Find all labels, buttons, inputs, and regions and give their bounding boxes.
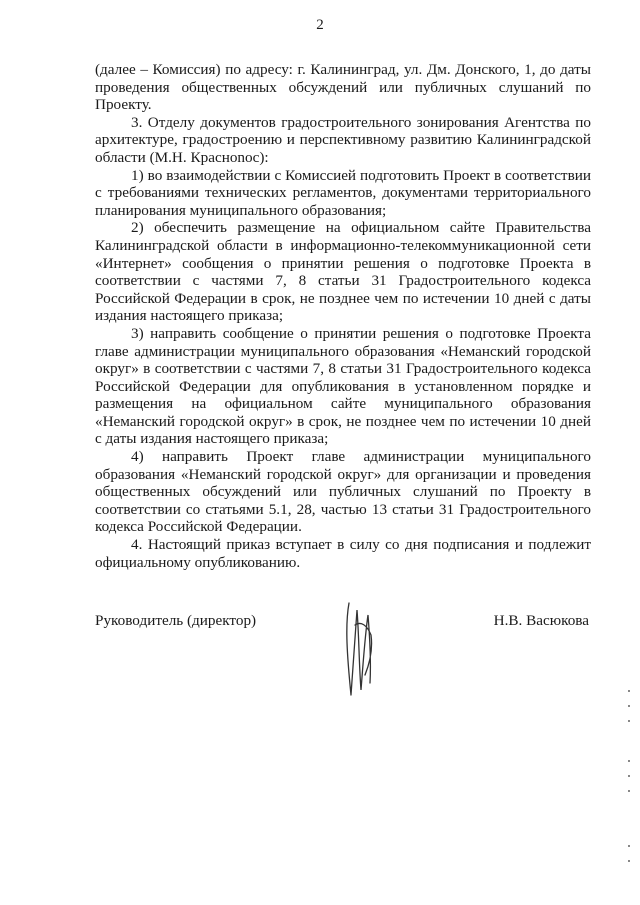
paragraph-subitem-2: 2) обеспечить размещение на официальном сайте Правительства Калининградской области в информационно-телекоммуникационной сети «Интернет» сообщения о принятии решения о подготовке Проекта в соответствии с частями 7, 8 статьи 31 Градостроительного кодекса Российской Федерации в срок, не позднее чем по истечении 10 дней с даты издания настоящего приказа;	[95, 219, 591, 325]
paragraph-subitem-3: 3) направить сообщение о принятии решения о подготовке Проекта главе администрации муниципального образования «Неманский городской округ» в соответствии с частями 7, 8 статьи 31 Градостроительного кодекса Российской Федерации для опубликования в установленном порядке и размещения на официальном сайте муниципального образования «Неманский городской округ» в срок, не позднее чем по истечении 10 дней с даты издания настоящего приказа;	[95, 324, 591, 448]
paragraph-subitem-4: 4) направить Проект главе администрации муниципального образования «Неманский городской округ» для организации и проведения общественных обсуждений или публичных слушаний по Проекту в соответствии со статьями 5.1, 28, частью 13 статьи 31 Градостроительного кодекса Российской Федерации.	[95, 448, 591, 536]
scan-artifact	[628, 690, 630, 692]
scan-artifact	[628, 760, 630, 762]
scan-artifact	[628, 775, 630, 777]
document-body	[95, 61, 591, 571]
scan-artifact	[628, 860, 630, 862]
signatory-name: Н.В. Васюкова	[493, 612, 589, 629]
scan-artifact	[628, 790, 630, 792]
scan-artifact	[628, 845, 630, 847]
signatory-title: Руководитель (директор)	[95, 612, 257, 629]
page-number: 2	[316, 17, 324, 33]
scan-artifact	[628, 720, 630, 722]
scan-artifact	[628, 705, 630, 707]
paragraph-commission-address: (далее – Комиссия) по адресу: г. Калининград, ул. Дм. Донского, 1, до даты проведения общественных обсуждений или публичных слушаний по Проекту.	[95, 61, 591, 114]
handwritten-signature	[335, 595, 385, 705]
paragraph-item-3: 3. Отделу документов градостроительного зонирования Агентства по архитектуре, градостроению и перспективному развитию Калининградской области (М.Н. Красноnoс):	[95, 113, 591, 166]
paragraph-subitem-1: 1) во взаимодействии с Комиссией подготовить Проект в соответствии с требованиями технических регламентов, документами территориального планирования муниципального образования;	[95, 166, 591, 219]
paragraph-item-4: 4. Настоящий приказ вступает в силу со дня подписания и подлежит официальному опубликованию.	[95, 536, 591, 571]
